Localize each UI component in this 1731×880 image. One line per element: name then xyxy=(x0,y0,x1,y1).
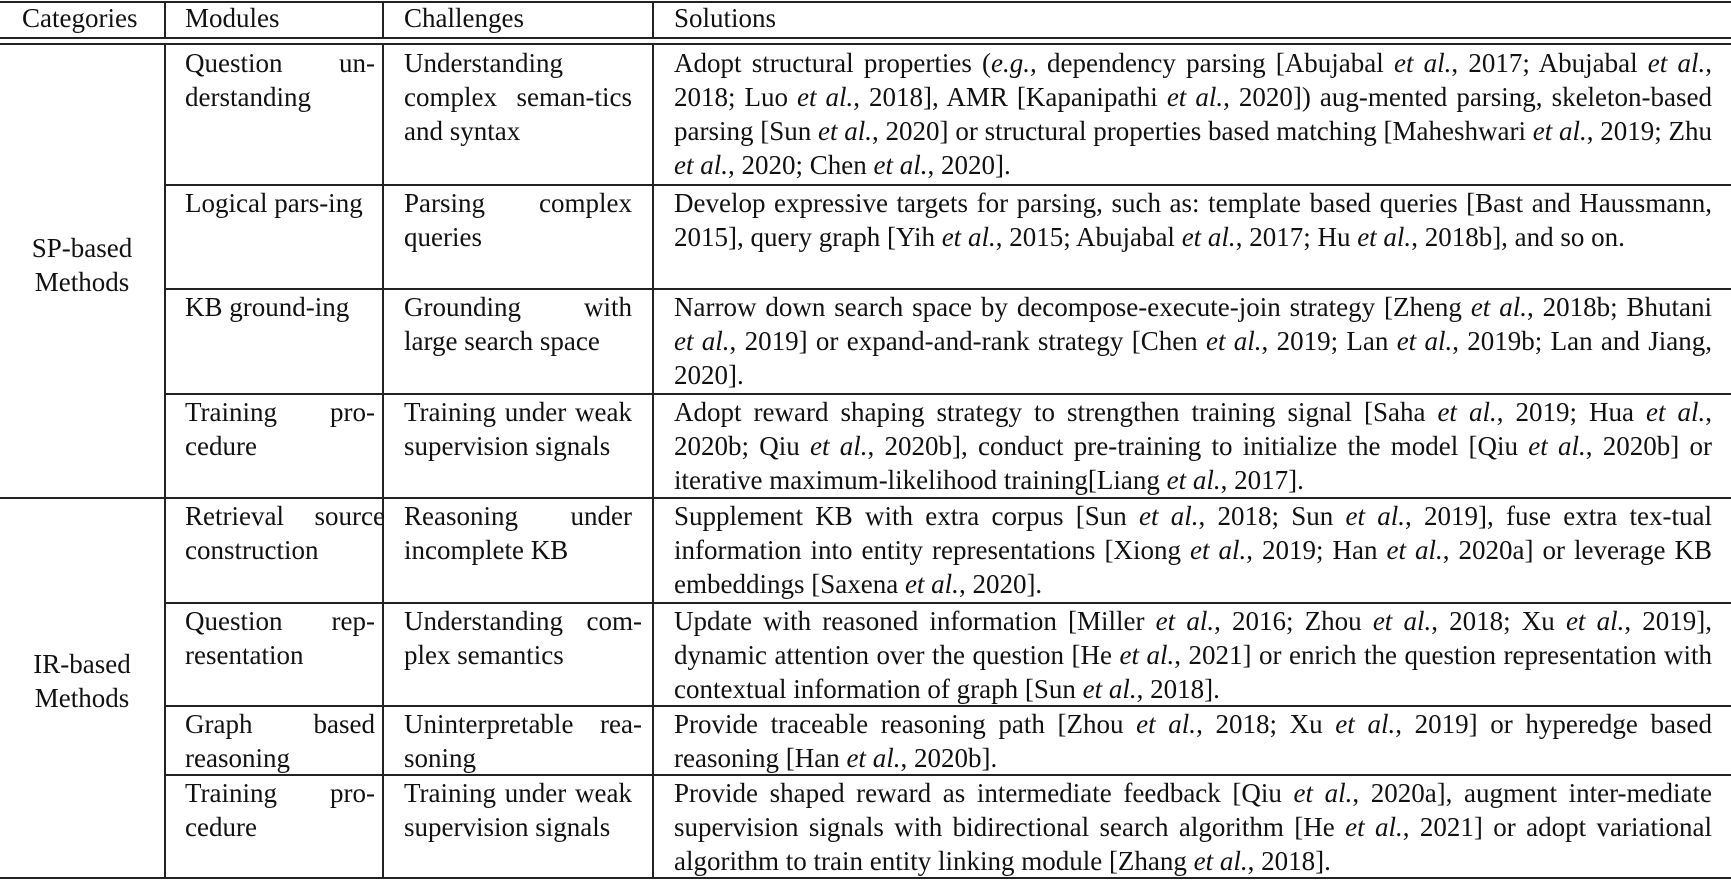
header-rule-1 xyxy=(0,37,1731,39)
header-rule-2 xyxy=(0,43,1731,45)
module-cell: Logical pars-ing xyxy=(185,188,363,218)
solution-cell: Supplement KB with extra corpus [Sun et al., 2018; Sun et al., 2019], fuse extra tex-tual information into entity representations [Xiong et al., 2019; Han et al., 2020a] or leverage KB embeddings [Saxena et al., 2020]. xyxy=(674,501,1712,599)
solution-cell: Develop expressive targets for parsing, such as: template based queries [Bast and Haussmann, 2015], query graph [Yih et al., 2015; Abujabal et al., 2017; Hu et al., 2018b], and so on. xyxy=(674,188,1712,252)
challenge-cell: Parsing complex queries xyxy=(404,188,632,252)
solution-cell: Adopt structural properties (e.g., dependency parsing [Abujabal et al., 2017; Abujabal et al., 2018; Luo et al., 2018], AMR [Kapanipathi et al., 2020]) aug-mented parsing, skeleton-based parsing [Sun et al., 2020] or structural properties based matching [Maheshwari et al., 2019; Zhu et al., 2020; Chen et al., 2020]. xyxy=(674,48,1713,180)
module-cell: Retrieval source construction xyxy=(185,501,385,565)
category-line: IR-based xyxy=(33,649,131,679)
module-cell: Question un-derstanding xyxy=(185,48,375,112)
module-cell: Training pro-cedure xyxy=(185,778,375,842)
col-rule xyxy=(164,43,166,879)
header-solutions: Solutions xyxy=(674,3,777,33)
col-rule xyxy=(652,1,654,37)
category-line: SP-based xyxy=(31,233,133,263)
module-cell: Training pro-cedure xyxy=(185,397,375,461)
solution-cell: Update with reasoned information [Miller et al., 2016; Zhou et al., 2018; Xu et al., 2019], dynamic attention over the question [He et al., 2021] or enrich the question representation with contextual information of graph [Sun et al., 2018]. xyxy=(674,606,1713,704)
solution-cell: Provide shaped reward as intermediate feedback [Qiu et al., 2020a], augment inter-mediate supervision signals with bidirectional search algorithm [He et al., 2021] or adopt variational algorithm to train entity linking module [Zhang et al., 2018]. xyxy=(674,778,1712,876)
module-cell: Graph based reasoning xyxy=(185,709,375,773)
col-rule xyxy=(382,43,384,879)
solution-cell: Narrow down search space by decompose-execute-join strategy [Zheng et al., 2018b; Bhutani et al., 2019] or expand-and-rank strategy [Chen et al., 2019; Lan et al., 2019b; Lan and Jiang, 2020]. xyxy=(674,292,1712,390)
module-cell: KB ground-ing xyxy=(185,292,350,322)
challenge-cell: Training under weak supervision signals xyxy=(404,397,632,461)
challenge-cell: Grounding with large search space xyxy=(404,292,632,356)
challenge-cell: Uninterpretable rea-soning xyxy=(404,709,642,773)
header-modules: Modules xyxy=(185,3,280,33)
col-rule xyxy=(382,1,384,37)
category-line: Methods xyxy=(34,683,130,713)
category-sp-based xyxy=(0,231,164,299)
col-rule xyxy=(652,43,654,879)
module-cell: Question rep-resentation xyxy=(185,606,375,670)
solution-cell: Provide traceable reasoning path [Zhou et al., 2018; Xu et al., 2019] or hyperedge based reasoning [Han et al., 2020b]. xyxy=(674,709,1712,773)
col-rule xyxy=(164,1,166,37)
challenge-cell: Understanding complex seman-tics and syntax xyxy=(404,48,632,146)
category-line: Methods xyxy=(34,267,130,297)
category-ir-based xyxy=(0,647,164,715)
header-challenges: Challenges xyxy=(404,3,524,33)
challenge-cell: Understanding com-plex semantics xyxy=(404,606,642,670)
challenge-cell: Reasoning under incomplete KB xyxy=(404,501,632,565)
challenge-cell: Training under weak supervision signals xyxy=(404,778,632,842)
solution-cell: Adopt reward shaping strategy to strengthen training signal [Saha et al., 2019; Hua et al., 2020b; Qiu et al., 2020b], conduct pre-training to initialize the model [Qiu et al., 2020b] or iterative maximum-likelihood training[Liang et al., 2017]. xyxy=(674,397,1712,495)
header-categories: Categories xyxy=(22,3,138,33)
